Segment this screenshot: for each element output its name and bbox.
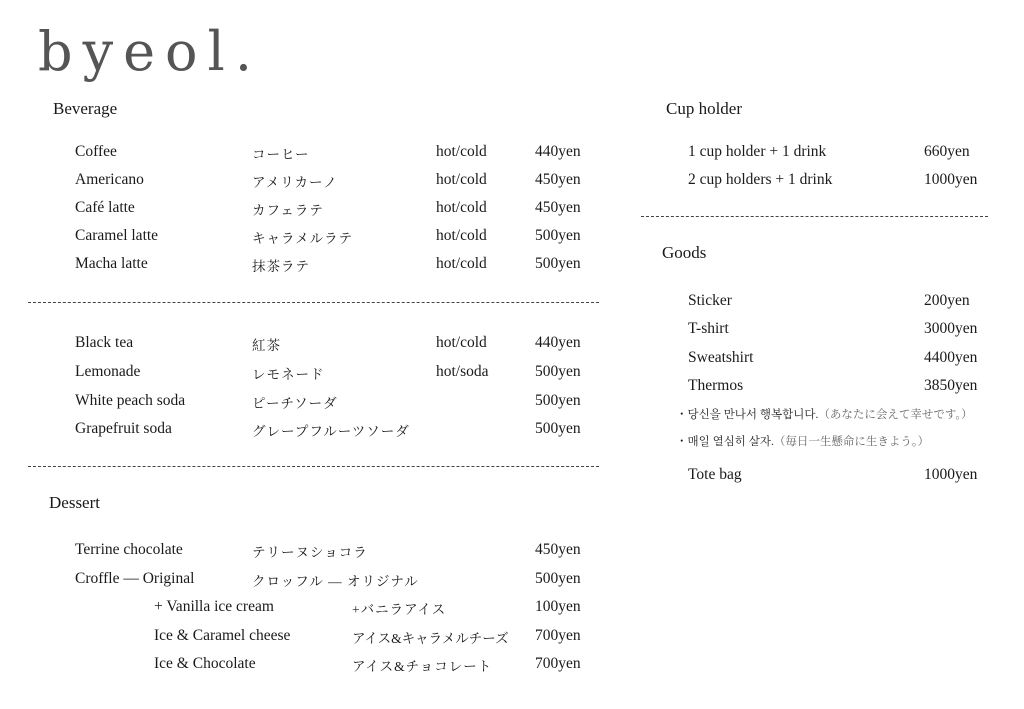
menu-row	[0, 227, 600, 249]
item-price: 4400yen	[924, 349, 978, 366]
item-price: 700yen	[535, 655, 581, 672]
item-name: Thermos	[688, 377, 744, 394]
menu-row	[0, 570, 600, 592]
item-temp: hot/cold	[436, 199, 487, 216]
item-name: Macha latte	[75, 255, 148, 272]
item-temp: hot/cold	[436, 255, 487, 272]
menu-row	[0, 292, 1010, 314]
item-name: Caramel latte	[75, 227, 159, 244]
menu-row	[0, 320, 1010, 342]
item-name: Sweatshirt	[688, 349, 754, 366]
item-price: 500yen	[535, 363, 581, 380]
item-name: Terrine chocolate	[75, 541, 183, 558]
item-temp: hot/cold	[436, 171, 487, 188]
item-name: Café latte	[75, 199, 135, 216]
dessert-title: Dessert	[49, 493, 100, 512]
menu-row	[0, 199, 600, 221]
item-jp-name: ピーチソーダ	[252, 396, 338, 411]
item-price: 1000yen	[924, 171, 978, 188]
note-korean: ・매일 열심히 살자.	[676, 436, 774, 448]
item-price: 660yen	[924, 143, 970, 160]
item-name: 2 cup holders + 1 drink	[688, 171, 833, 188]
divider	[641, 216, 988, 217]
item-temp: hot/cold	[436, 227, 487, 244]
item-price: 500yen	[535, 255, 581, 272]
menu-row	[0, 655, 600, 677]
item-name: White peach soda	[75, 392, 186, 409]
item-jp-name: キャラメルラテ	[252, 231, 354, 246]
item-price: 450yen	[535, 199, 581, 216]
menu-row	[0, 171, 1010, 193]
item-name: Americano	[75, 171, 144, 188]
item-temp: hot/cold	[436, 334, 487, 351]
goods-note	[676, 406, 973, 422]
item-price: 450yen	[535, 171, 581, 188]
item-name: Tote bag	[688, 466, 742, 483]
item-price: 1000yen	[924, 466, 978, 483]
item-name: Croffle — Original	[75, 570, 195, 587]
item-name: Lemonade	[75, 363, 141, 380]
item-price: 500yen	[535, 392, 581, 409]
menu-row	[0, 466, 1010, 488]
item-price: 500yen	[535, 420, 581, 437]
item-name: Grapefruit soda	[75, 420, 172, 437]
menu-row	[0, 255, 600, 277]
item-price: 440yen	[535, 334, 581, 351]
item-name: + Vanilla ice cream	[154, 598, 274, 615]
menu-row	[0, 420, 600, 442]
item-jp-name: グレープフルーツソーダ	[252, 424, 410, 439]
menu-row	[0, 627, 600, 649]
item-jp-name: アイス&キャラメルチーズ	[352, 631, 509, 646]
cup-holder-title: Cup holder	[666, 99, 743, 118]
menu-row	[0, 541, 600, 563]
item-price: 100yen	[535, 598, 581, 615]
goods-title: Goods	[662, 243, 707, 262]
item-name: Black tea	[75, 334, 134, 351]
goods-note	[676, 433, 929, 449]
note-japanese: （あなたに会えて幸せです。）	[818, 409, 973, 421]
menu-row	[0, 377, 1010, 399]
item-jp-name: アイス&チョコレート	[352, 659, 493, 674]
item-temp: hot/soda	[436, 363, 489, 380]
item-price: 500yen	[535, 570, 581, 587]
menu-row	[0, 598, 600, 620]
item-temp: hot/cold	[436, 143, 487, 160]
item-jp-name: 紅茶	[252, 338, 281, 353]
item-jp-name: 抹茶ラテ	[252, 259, 310, 274]
item-jp-name: レモネード	[252, 367, 325, 382]
menu-row	[0, 143, 1010, 165]
item-price: 3000yen	[924, 320, 978, 337]
item-name: Coffee	[75, 143, 117, 160]
item-price: 500yen	[535, 227, 581, 244]
item-name: T-shirt	[688, 320, 729, 337]
item-jp-name: +バニラアイス	[352, 602, 447, 617]
note-korean: ・당신을 만나서 행복합니다.	[676, 409, 819, 421]
item-price: 450yen	[535, 541, 581, 558]
note-japanese: （毎日一生懸命に生きよう。）	[773, 436, 930, 448]
item-price: 440yen	[535, 143, 581, 160]
item-price: 3850yen	[924, 377, 978, 394]
item-price: 700yen	[535, 627, 581, 644]
item-jp-name: カフェラテ	[252, 203, 324, 218]
item-name: Sticker	[688, 292, 732, 309]
item-name: 1 cup holder + 1 drink	[688, 143, 827, 160]
item-jp-name: コーヒー	[252, 147, 310, 162]
item-price: 200yen	[924, 292, 970, 309]
item-jp-name: アメリカーノ	[252, 175, 338, 190]
beverage-title: Beverage	[53, 99, 118, 118]
menu-row	[0, 349, 1010, 371]
item-jp-name: テリーヌショコラ	[252, 545, 368, 560]
item-name: Ice & Caramel cheese	[154, 627, 291, 644]
item-jp-name: クロッフル — オリジナル	[252, 574, 419, 589]
brand-logo: byeol.	[38, 20, 262, 83]
item-name: Ice & Chocolate	[154, 655, 256, 672]
